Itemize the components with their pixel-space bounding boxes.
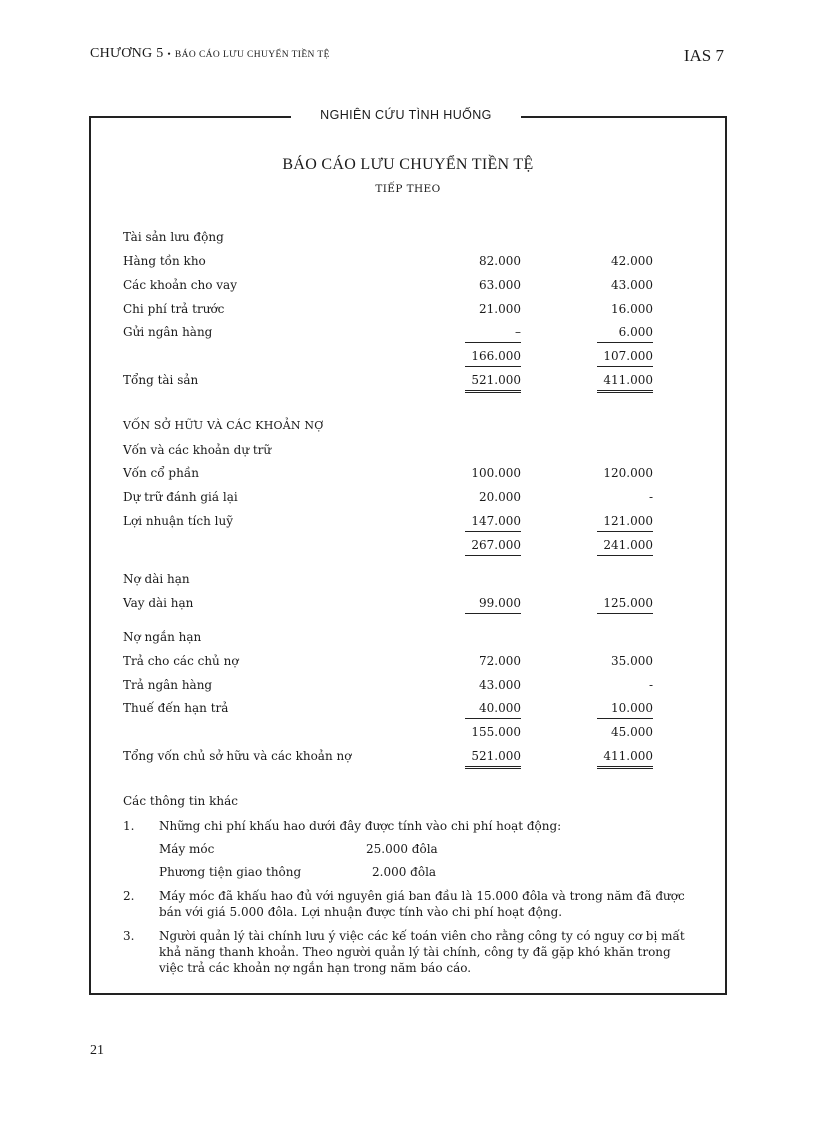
total-prior-year: 411.000	[597, 373, 653, 393]
table-row	[91, 490, 725, 510]
equity-liabilities-heading: VỐN SỞ HỮU VÀ CÁC KHOẢN NỢ	[123, 419, 324, 432]
running-header	[90, 46, 330, 62]
row-label: Tổng vốn chủ sở hữu và các khoản nợ	[123, 749, 352, 763]
row-label: Lợi nhuận tích luỹ	[123, 514, 233, 528]
row-label: Trả cho các chủ nợ	[123, 654, 239, 668]
value-current-year: –	[465, 325, 521, 343]
row-label: Trả ngân hàng	[123, 678, 213, 692]
value-current-year: 100.000	[471, 466, 521, 480]
value-prior-year: 120.000	[603, 466, 653, 480]
table-row	[91, 278, 725, 298]
row-label: Dự trữ đánh giá lại	[123, 490, 238, 504]
value-prior-year: 6.000	[597, 325, 653, 343]
total-prior-year: 411.000	[597, 749, 653, 769]
subtotal-current-year: 166.000	[465, 349, 521, 367]
total-assets-row	[91, 373, 725, 393]
statement-title: BÁO CÁO LƯU CHUYỂN TIỀN TỆ	[282, 156, 534, 173]
value-prior-year: 125.000	[597, 596, 653, 614]
current-assets-heading: Tài sản lưu động	[123, 230, 224, 244]
total-current-year: 521.000	[465, 373, 521, 393]
table-row	[91, 254, 725, 274]
row-label: Vốn cổ phần	[123, 466, 199, 480]
subtotal-row	[91, 349, 725, 369]
value-prior-year: 35.000	[611, 654, 653, 668]
value-prior-year: 10.000	[597, 701, 653, 719]
note-number: 2.	[123, 889, 135, 903]
note-text: Máy móc đã khấu hao đủ với nguyên giá ban đầu là 15.000 đôla và trong năm đã được bán với giá 5.000 đôla. Lợi nhuận được tính vào chi phí hoạt động.	[159, 889, 685, 919]
chapter-prefix: CHƯƠNG 5	[90, 46, 164, 61]
table-row	[91, 302, 725, 322]
value-prior-year: 42.000	[611, 254, 653, 268]
note-text: Người quản lý tài chính lưu ý việc các kế toán viên cho rằng công ty có nguy cơ bị mất khả năng thanh khoản. Theo người quản lý tài chính, công ty đã gặp khó khăn trong việc trả các khoản nợ ngắn hạn trong năm báo cáo.	[159, 929, 685, 975]
depreciation-amount: 25.000 đôla	[366, 842, 438, 856]
case-study-box	[89, 108, 727, 995]
value-current-year: 40.000	[465, 701, 521, 719]
note-number: 1.	[123, 819, 135, 833]
note-text: Những chi phí khấu hao dưới đây được tính vào chi phí hoạt động:	[159, 819, 562, 833]
subtotal-current-year: 267.000	[465, 538, 521, 556]
standard-code: IAS 7	[683, 46, 724, 65]
value-prior-year: 43.000	[611, 278, 653, 292]
subtotal-prior-year: 107.000	[597, 349, 653, 367]
note-number: 3.	[123, 929, 135, 943]
depreciation-label: Phương tiện giao thông	[159, 865, 302, 879]
table-row	[91, 596, 725, 616]
row-label: Gửi ngân hàng	[123, 325, 213, 339]
table-row	[91, 466, 725, 486]
table-row	[91, 701, 725, 721]
value-current-year: 63.000	[479, 278, 521, 292]
row-label: Thuế đến hạn trả	[123, 701, 229, 715]
value-prior-year: 16.000	[611, 302, 653, 316]
statement-subtitle: TIẾP THEO	[375, 183, 441, 195]
row-label: Tổng tài sản	[123, 373, 199, 387]
chapter-title: BÁO CÁO LƯU CHUYỂN TIỀN TỆ	[174, 50, 330, 60]
table-row	[91, 325, 725, 345]
box-label: NGHIÊN CỨU TÌNH HUỐNG	[291, 108, 521, 122]
subtotal-row	[91, 725, 725, 745]
page-number: 21	[90, 1043, 104, 1058]
value-prior-year: -	[648, 678, 653, 692]
subtotal-prior-year: 241.000	[597, 538, 653, 556]
value-current-year: 82.000	[479, 254, 521, 268]
total-equity-liabilities-row	[91, 749, 725, 769]
depreciation-amount: 2.000 đôla	[372, 865, 437, 879]
value-prior-year: -	[648, 490, 653, 504]
short-term-heading: Nợ ngắn hạn	[123, 630, 202, 644]
depreciation-label: Máy móc	[159, 842, 215, 856]
table-row	[91, 678, 725, 698]
other-info-heading: Các thông tin khác	[123, 794, 238, 808]
value-prior-year: 121.000	[597, 514, 653, 532]
row-label: Các khoản cho vay	[123, 278, 237, 292]
value-current-year: 99.000	[465, 596, 521, 614]
row-label: Vay dài hạn	[123, 596, 194, 610]
subtotal-prior-year: 45.000	[611, 725, 653, 739]
total-current-year: 521.000	[465, 749, 521, 769]
value-current-year: 21.000	[479, 302, 521, 316]
table-row	[91, 654, 725, 674]
value-current-year: 147.000	[465, 514, 521, 532]
subtotal-row	[91, 538, 725, 558]
subtotal-current-year: 155.000	[471, 725, 521, 739]
row-label: Chi phí trả trước	[123, 302, 225, 316]
value-current-year: 72.000	[479, 654, 521, 668]
table-row	[91, 514, 725, 534]
row-label: Hàng tồn kho	[123, 254, 206, 268]
header-bullet: •	[167, 50, 172, 60]
long-term-heading: Nợ dài hạn	[123, 572, 190, 586]
value-current-year: 43.000	[479, 678, 521, 692]
value-current-year: 20.000	[479, 490, 521, 504]
equity-heading: Vốn và các khoản dự trữ	[123, 443, 272, 457]
